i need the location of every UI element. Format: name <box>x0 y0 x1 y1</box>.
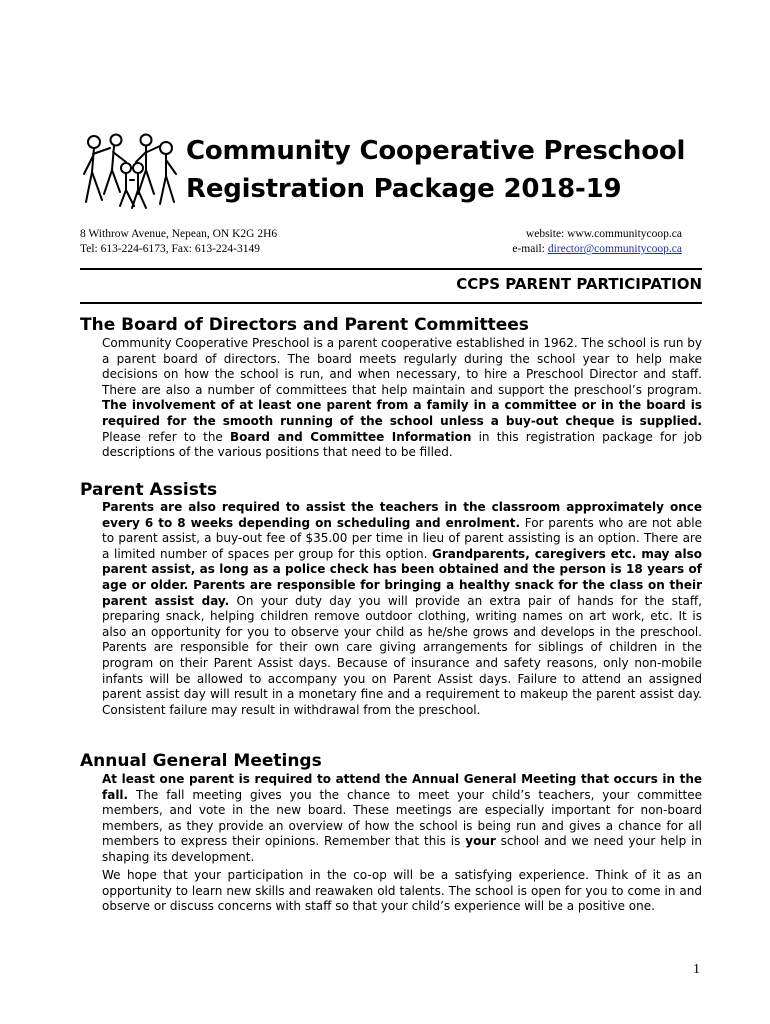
agm-text-1: The fall meeting gives you the chance to meet your child’s teachers, your committee members, and vote in the new board. These meetings are especially important for non-board members, as they provide an overview of how the school is being run and gives a chance for all members to express their opinions. Remember that this is <box>102 787 702 849</box>
board-heading: The Board of Directors and Parent Committees <box>80 315 529 335</box>
address-line: 8 Withrow Avenue, Nepean, ON K2G 2H6 <box>80 228 278 240</box>
board-text-2: Please refer to the <box>102 429 230 444</box>
assists-bold-1: Parents are also required to assist the teachers in the classroom approximately once every 6 to 8 weeks depending on scheduling and enrolment. <box>102 500 702 530</box>
parent-assists-heading: Parent Assists <box>80 480 218 500</box>
agm-heading: Annual General Meetings <box>80 751 322 771</box>
website-line: website: www.communitycoop.ca <box>525 228 682 240</box>
parent-assists-paragraph <box>102 500 702 718</box>
agm-paragraph <box>102 772 702 866</box>
board-text-1: Community Cooperative Preschool is a parent cooperative established in 1962. The school is run by a parent board of directors. The board meets regularly during the school year to help make decisions on how the school is run, and when necessary, to hire a Preschool Director and staff. There are also a number of committees that help maintain and support the preschool’s program. <box>102 336 703 397</box>
closing-paragraph: We hope that your participation in the co-op will be a satisfying experience. Think of it as an opportunity to learn new skills and reawaken old talents. The school is open for you to come in and observe or discuss concerns with staff so that your child’s experience will be a positive one. <box>102 868 702 914</box>
section-title: CCPS PARENT PARTICIPATION <box>456 275 702 293</box>
board-paragraph <box>102 336 702 461</box>
email-label: e-mail: <box>512 243 548 255</box>
board-bold-1: The involvement of at least one parent from a family in a committee or in the board is required for the smooth running of the school unless a buy-out cheque is supplied. <box>102 398 702 428</box>
document-title: Community Cooperative Preschool <box>186 136 686 166</box>
document-subtitle: Registration Package 2018-19 <box>186 174 622 204</box>
section-rule-bottom <box>80 302 702 304</box>
email-link[interactable]: director@communitycoop.ca <box>547 243 682 255</box>
contact-web-block <box>512 227 682 257</box>
assists-text-1: For parents who are not able to parent assist, a buy-out fee of $35.00 per time in lieu of parent assisting is an option. There are a limited number of spaces per group for this option. <box>102 515 702 561</box>
page-number: 1 <box>693 962 700 977</box>
agm-bold-2: your <box>465 834 496 849</box>
email-line <box>512 242 682 257</box>
section-rule-top <box>80 268 702 270</box>
board-text-3: in this registration package for job descriptions of the various positions that need to be filled. <box>102 429 702 460</box>
assists-text-2: On your duty day you will provide an extra pair of hands for the staff, preparing snack, helping children remove outdoor clothing, writing names on art work, etc. It is also an opportunity for you to observe your child as he/she grows and develops in the preschool. Parents are responsible for their own care giving arrangements for siblings of children in the program on their Parent Assist days. Because of insurance and safety reasons, only non-mobile infants will be allowed to accompany you on Parent Assist days. Failure to attend an assigned parent assist day will result in a monetary fine and a requirement to makeup the parent assist day. Consistent failure may result in withdrawal from the preschool. <box>102 593 702 717</box>
contact-address-block <box>80 227 277 257</box>
assists-bold-2: Grandparents, caregivers etc. may also parent assist, as long as a police check has been obtained and the person is 18 years of age or older. Parents are responsible for bringing a healthy snack for the class on their parent assist day. <box>102 546 702 608</box>
agm-text-2: school and we need your help in shaping its development. <box>102 834 702 864</box>
children-holding-hands-logo-icon <box>80 128 178 210</box>
board-bold-2: Board and Committee Information <box>230 429 472 444</box>
agm-bold-1: At least one parent is required to attend the Annual General Meeting that occurs in the fall. <box>102 772 702 802</box>
phone-fax-line: Tel: 613-224-6173, Fax: 613-224-3149 <box>80 243 260 255</box>
